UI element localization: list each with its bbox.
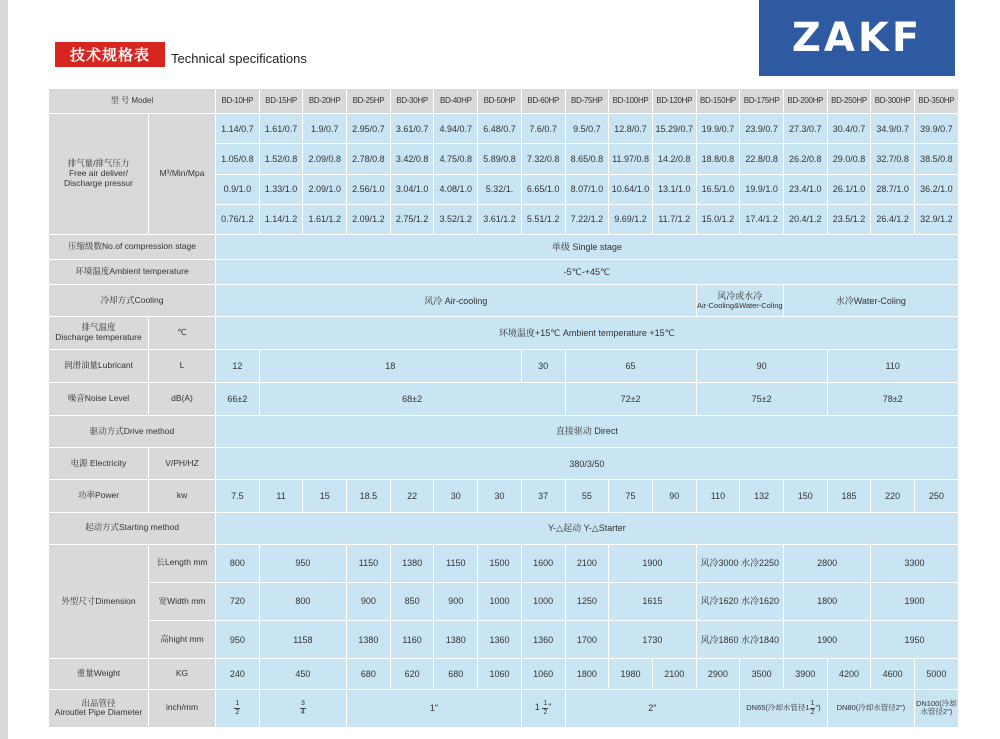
air-cell: 2.75/1.2 [390, 204, 434, 234]
air-cell: 19.9/1.0 [740, 174, 784, 204]
model-row [49, 89, 959, 114]
electricity-value: 380/3/50 [216, 448, 959, 480]
starting-label: 起动方式Starting method [49, 512, 216, 544]
brand-logo: ZAKF [759, 0, 955, 76]
fraction [234, 700, 240, 716]
dimension-cell: 1800 [783, 582, 870, 620]
noise-cell: 75±2 [696, 382, 827, 415]
air-cell: 16.5/1.0 [696, 174, 740, 204]
discharge-temp-label [49, 317, 149, 349]
air-cell: 5.89/0.8 [478, 144, 522, 174]
dimension-cell: 1150 [434, 544, 478, 582]
air-cell: 1.9/0.7 [303, 114, 347, 144]
model-cell: BD-250HP [827, 89, 871, 114]
ambient-value: -5℃-+45℃ [216, 260, 959, 285]
air-cell: 1.61/0.7 [259, 114, 303, 144]
air-label-en2: Discharge pressur [64, 177, 133, 188]
lubricant-cell: 90 [696, 349, 827, 382]
pipe-whole: 1 [534, 702, 540, 713]
fraction-den: 2 [543, 708, 548, 716]
cooling-label: 冷却方式Cooling [49, 285, 216, 317]
pipe-cell: DN80(冷却水管径2") [827, 689, 914, 727]
weight-cell: 3900 [783, 659, 827, 689]
lubricant-row [49, 349, 959, 382]
air-cell: 3.42/0.8 [390, 144, 434, 174]
air-cell: 2.56/1.0 [347, 174, 391, 204]
power-cell: 150 [783, 480, 827, 512]
pipe-label-cn: 出品管径 [81, 697, 116, 708]
air-label [49, 114, 149, 235]
air-cell: 3.61/0.7 [390, 114, 434, 144]
air-cell: 4.08/1.0 [434, 174, 478, 204]
discharge-temp-label-cn: 排气温度 [81, 322, 116, 333]
weight-row [49, 659, 959, 689]
fraction-den: 2 [235, 708, 240, 716]
fraction [300, 700, 306, 716]
power-cell: 22 [390, 480, 434, 512]
noise-unit: dB(A) [149, 382, 216, 415]
lubricant-cell: 110 [827, 349, 958, 382]
air-cell: 5.32/1. [478, 174, 522, 204]
air-row [49, 114, 959, 144]
dimension-cell: 2100 [565, 544, 609, 582]
weight-cell: 4200 [827, 659, 871, 689]
weight-cell: 2900 [696, 659, 740, 689]
lubricant-unit: L [149, 349, 216, 382]
fraction-num: 1 [810, 700, 815, 708]
power-cell: 55 [565, 480, 609, 512]
noise-row [49, 382, 959, 415]
cooling-both [696, 285, 783, 317]
air-cell: 19.9/0.7 [696, 114, 740, 144]
air-unit: M³/Min/Mpa [149, 114, 216, 235]
electricity-unit: V/PH/HZ [149, 448, 216, 480]
fraction-den: 4 [300, 708, 305, 716]
air-cell: 23.9/0.7 [740, 114, 784, 144]
pipe-cell [216, 689, 260, 727]
model-cell: BD-15HP [259, 89, 303, 114]
power-cell: 75 [609, 480, 653, 512]
model-cell: BD-200HP [783, 89, 827, 114]
dimension-cell: 850 [390, 582, 434, 620]
dimension-cell: 1000 [478, 582, 522, 620]
pipe-row [49, 689, 959, 727]
pipe-unit: inch/mm [149, 689, 216, 727]
power-cell: 18.5 [347, 480, 391, 512]
air-cell: 0.76/1.2 [216, 204, 260, 234]
left-edge-strip [0, 0, 8, 739]
air-cell: 26.4/1.2 [871, 204, 915, 234]
inch-mark: " [548, 702, 552, 713]
lubricant-cell: 12 [216, 349, 260, 382]
cooling-both-en: Air-Cooling&Water-Coling [696, 300, 783, 310]
air-cell: 32.9/1.2 [915, 204, 959, 234]
power-cell: 11 [259, 480, 303, 512]
dimension-cell: 风冷3000 水冷2250 [696, 544, 783, 582]
dimension-cell: 1360 [521, 621, 565, 659]
model-cell: BD-120HP [652, 89, 696, 114]
air-cell: 14.2/0.8 [652, 144, 696, 174]
power-cell: 7.5 [216, 480, 260, 512]
dimension-cell: 1500 [478, 544, 522, 582]
dimension-height-row [49, 621, 959, 659]
spec-table [48, 88, 959, 728]
dimension-cell: 900 [434, 582, 478, 620]
power-cell: 30 [434, 480, 478, 512]
dimension-cell: 1158 [259, 621, 346, 659]
air-cell: 2.09/1.0 [303, 174, 347, 204]
air-cell: 3.61/1.2 [478, 204, 522, 234]
starting-row [49, 512, 959, 544]
dimension-cell: 800 [216, 544, 260, 582]
discharge-temp-value: 环境温度+15℃ Ambient temperature +15℃ [216, 317, 959, 349]
air-cell: 10.64/1.0 [609, 174, 653, 204]
air-cell: 2.95/0.7 [347, 114, 391, 144]
model-cell: BD-300HP [871, 89, 915, 114]
model-cell: BD-25HP [347, 89, 391, 114]
cooling-both-cn: 风冷或水冷 [717, 291, 763, 302]
weight-cell: 1060 [478, 659, 522, 689]
discharge-temp-unit: ℃ [149, 317, 216, 349]
model-cell: BD-60HP [521, 89, 565, 114]
dimension-cell: 1900 [871, 582, 958, 620]
starting-value: Y-△起动 Y-△Starter [216, 512, 959, 544]
dimension-cell: 1700 [565, 621, 609, 659]
dimension-cell: 风冷1620 水冷1620 [696, 582, 783, 620]
model-cell: BD-30HP [390, 89, 434, 114]
dimension-cell: 风冷1860 水冷1840 [696, 621, 783, 659]
dimension-cell: 1380 [434, 621, 478, 659]
pipe-cell: 2" [565, 689, 740, 727]
discharge-temp-row [49, 317, 959, 349]
dimension-cell: 1360 [478, 621, 522, 659]
air-cell: 22.8/0.8 [740, 144, 784, 174]
weight-cell: 450 [259, 659, 346, 689]
noise-label: 噪音Noise Level [49, 382, 149, 415]
air-cell: 2.78/0.8 [347, 144, 391, 174]
power-cell: 15 [303, 480, 347, 512]
air-cell: 15.0/1.2 [696, 204, 740, 234]
power-cell: 30 [478, 480, 522, 512]
air-cell: 5.51/1.2 [521, 204, 565, 234]
electricity-label: 电源 Electricity [49, 448, 149, 480]
noise-cell: 78±2 [827, 382, 958, 415]
air-cell: 4.75/0.8 [434, 144, 478, 174]
air-cell: 32.7/0.8 [871, 144, 915, 174]
drive-value: 直接驱动 Direct [216, 416, 959, 448]
air-cell: 4.94/0.7 [434, 114, 478, 144]
air-cell: 1.05/0.8 [216, 144, 260, 174]
discharge-temp-label-en: Discharge temperature [55, 332, 142, 342]
cooling-row [49, 285, 959, 317]
weight-label: 重量Weight [49, 659, 149, 689]
dimension-cell: 1900 [783, 621, 870, 659]
dimension-cell: 1950 [871, 621, 958, 659]
weight-cell: 1060 [521, 659, 565, 689]
pipe-label [49, 689, 149, 727]
noise-cell: 72±2 [565, 382, 696, 415]
ambient-label: 环境温度Ambient temperature [49, 260, 216, 285]
dimension-cell: 2800 [783, 544, 870, 582]
dimension-cell: 800 [259, 582, 346, 620]
lubricant-label: 润滑油量Lubricant [49, 349, 149, 382]
air-cell: 2.09/0.8 [303, 144, 347, 174]
noise-cell: 68±2 [259, 382, 565, 415]
weight-cell: 620 [390, 659, 434, 689]
air-cell: 23.5/1.2 [827, 204, 871, 234]
electricity-row [49, 448, 959, 480]
model-cell: BD-20HP [303, 89, 347, 114]
pipe-cell: 1" [347, 689, 522, 727]
dimension-cell: 900 [347, 582, 391, 620]
air-cell: 1.33/1.0 [259, 174, 303, 204]
weight-cell: 4600 [871, 659, 915, 689]
weight-cell: 2100 [652, 659, 696, 689]
pipe-text: DN65(冷却水管径1 [746, 703, 810, 713]
weight-cell: 3500 [740, 659, 784, 689]
air-cell: 15.29/0.7 [652, 114, 696, 144]
air-cell: 3.04/1.0 [390, 174, 434, 204]
air-cell: 6.48/0.7 [478, 114, 522, 144]
air-cell: 6.65/1.0 [521, 174, 565, 204]
pipe-cell [259, 689, 346, 727]
dimension-cell: 1250 [565, 582, 609, 620]
dimension-width-row [49, 582, 959, 620]
dimension-cell: 1380 [390, 544, 434, 582]
air-cell: 9.69/1.2 [609, 204, 653, 234]
air-cell: 29.0/0.8 [827, 144, 871, 174]
air-cell: 23.4/1.0 [783, 174, 827, 204]
pipe-text: ") [815, 703, 821, 713]
pipe-cell [521, 689, 565, 727]
air-cell: 1.14/0.7 [216, 114, 260, 144]
air-cell: 34.9/0.7 [871, 114, 915, 144]
air-cell: 11.97/0.8 [609, 144, 653, 174]
model-cell: BD-10HP [216, 89, 260, 114]
model-cell: BD-150HP [696, 89, 740, 114]
width-label: 宽Width mm [149, 582, 216, 620]
pipe-label-en: Airoutlet Pipe Diameter [54, 707, 143, 718]
model-cell: BD-50HP [478, 89, 522, 114]
model-cell: BD-75HP [565, 89, 609, 114]
dimension-cell: 1150 [347, 544, 391, 582]
air-cell: 17.4/1.2 [740, 204, 784, 234]
air-cell: 26.2/0.8 [783, 144, 827, 174]
air-label-en1: Free air deliver/ [68, 168, 129, 179]
air-cell: 8.65/0.8 [565, 144, 609, 174]
drive-label: 驱动方式Drive method [49, 416, 216, 448]
dimension-cell: 950 [216, 621, 260, 659]
power-cell: 185 [827, 480, 871, 512]
air-cell: 7.22/1.2 [565, 204, 609, 234]
cooling-water: 水冷Water-Coling [783, 285, 958, 317]
air-cell: 28.7/1.0 [871, 174, 915, 204]
air-cell: 9.5/0.7 [565, 114, 609, 144]
air-cell: 18.8/0.8 [696, 144, 740, 174]
air-cell: 7.32/0.8 [521, 144, 565, 174]
power-cell: 132 [740, 480, 784, 512]
power-cell: 37 [521, 480, 565, 512]
air-cell: 7.6/0.7 [521, 114, 565, 144]
dimension-cell: 1900 [609, 544, 696, 582]
ambient-row [49, 260, 959, 285]
dimension-cell: 720 [216, 582, 260, 620]
drive-row [49, 416, 959, 448]
air-cell: 8.07/1.0 [565, 174, 609, 204]
air-cell: 26.1/1.0 [827, 174, 871, 204]
stage-row [49, 234, 959, 259]
air-cell: 30.4/0.7 [827, 114, 871, 144]
fraction-num: 1 [235, 700, 240, 708]
air-label-cn: 排气量/排气压力 [67, 158, 130, 169]
fraction-num: 3 [300, 700, 305, 708]
model-label: 型 号 Model [49, 89, 216, 114]
power-unit: kw [149, 480, 216, 512]
dimension-cell: 1160 [390, 621, 434, 659]
air-cell: 39.9/0.7 [915, 114, 959, 144]
weight-cell: 1980 [609, 659, 653, 689]
height-label: 高hight mm [149, 621, 216, 659]
title-en: Technical specifications [171, 51, 307, 66]
lubricant-cell: 65 [565, 349, 696, 382]
weight-cell: 680 [434, 659, 478, 689]
power-cell: 110 [696, 480, 740, 512]
air-cell: 12.8/0.7 [609, 114, 653, 144]
model-cell: BD-350HP [915, 89, 959, 114]
weight-cell: 5000 [915, 659, 959, 689]
air-cell: 27.3/0.7 [783, 114, 827, 144]
air-cell: 1.52/0.8 [259, 144, 303, 174]
model-cell: BD-175HP [740, 89, 784, 114]
cooling-air: 风冷 Air-cooling [216, 285, 697, 317]
fraction-num: 1 [543, 700, 548, 708]
lubricant-cell: 18 [259, 349, 521, 382]
air-cell: 11.7/1.2 [652, 204, 696, 234]
lubricant-cell: 30 [521, 349, 565, 382]
dimension-cell: 1600 [521, 544, 565, 582]
power-row [49, 480, 959, 512]
title-cn: 技术规格表 [55, 42, 165, 67]
dimension-cell: 1380 [347, 621, 391, 659]
dimension-cell: 1615 [609, 582, 696, 620]
fraction-den: 2 [810, 708, 815, 716]
power-cell: 250 [915, 480, 959, 512]
dimension-cell: 3300 [871, 544, 958, 582]
air-cell: 20.4/1.2 [783, 204, 827, 234]
air-cell: 13.1/1.0 [652, 174, 696, 204]
air-cell: 2.09/1.2 [347, 204, 391, 234]
model-cell: BD-100HP [609, 89, 653, 114]
air-cell: 3.52/1.2 [434, 204, 478, 234]
power-cell: 220 [871, 480, 915, 512]
dimension-cell: 950 [259, 544, 346, 582]
length-label: 长Length mm [149, 544, 216, 582]
dimension-cell: 1730 [609, 621, 696, 659]
model-cell: BD-40HP [434, 89, 478, 114]
weight-unit: KG [149, 659, 216, 689]
power-label: 功率Power [49, 480, 149, 512]
weight-cell: 240 [216, 659, 260, 689]
stage-label: 压缩级数No.of compression stage [49, 234, 216, 259]
air-cell: 0.9/1.0 [216, 174, 260, 204]
weight-cell: 1800 [565, 659, 609, 689]
dimension-cell: 1000 [521, 582, 565, 620]
air-cell: 1.61/1.2 [303, 204, 347, 234]
air-cell: 36.2/1.0 [915, 174, 959, 204]
dimension-label: 外型尺寸Dimension [49, 544, 149, 659]
air-cell: 38.5/0.8 [915, 144, 959, 174]
dimension-length-row [49, 544, 959, 582]
pipe-cell [740, 689, 827, 727]
pipe-cell: DN100(冷却水管径2") [915, 689, 959, 727]
air-cell: 1.14/1.2 [259, 204, 303, 234]
stage-value: 单级 Single stage [216, 234, 959, 259]
power-cell: 90 [652, 480, 696, 512]
noise-cell: 66±2 [216, 382, 260, 415]
weight-cell: 680 [347, 659, 391, 689]
